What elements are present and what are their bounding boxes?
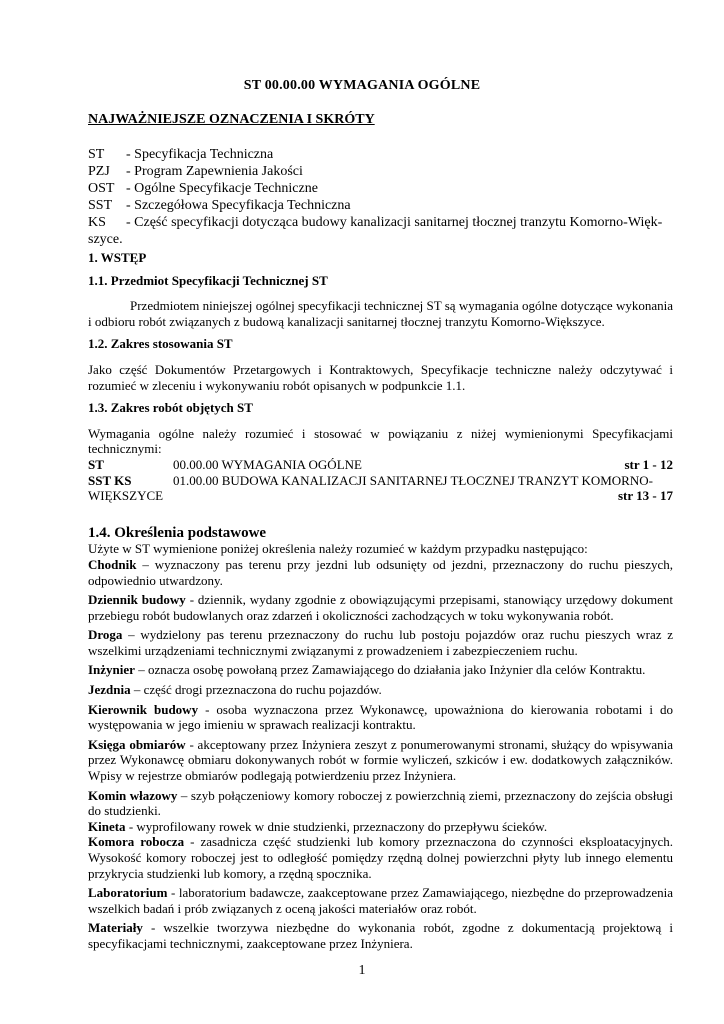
abbreviation-desc: - Szczegółowa Specyfikacja Techniczna: [126, 198, 351, 213]
definition-term: Laboratorium: [88, 885, 168, 901]
abbreviation-desc: - Ogólne Specyfikacje Techniczne: [126, 181, 318, 196]
definition-item: [88, 627, 673, 658]
definition-text: - laboratorium badawcze, zaakceptowane przez Zamawiającego, niezbędne do przeprowadzenia wszelkich badań i prób związanych z oceną jakości materiałów oraz robót.: [88, 885, 673, 916]
section-heading-1-3: 1.3. Zakres robót objętych ST: [88, 400, 253, 416]
spec-entry-continuation: [88, 488, 673, 504]
definition-text: - osoba wyznaczona przez Wykonawcę, upoważniona do kierowania robotami i do występowania w jego imieniu w sprawach realizacji kontraktu.: [88, 701, 673, 733]
definition-item: [88, 834, 673, 881]
definition-item: [88, 819, 673, 835]
spec-entry: [88, 473, 673, 489]
section-text-1-1: Przedmiotem niniejszej ogólnej specyfikacji technicznej ST są wymagania ogólne dotyczące wykonania i odbioru robót związanych z budową kanalizacji sanitarnej tłocznej tranzytu Komorno-Większyce.: [88, 298, 673, 329]
abbreviation-code: PZJ: [88, 164, 110, 179]
spec-code: ST: [88, 456, 104, 472]
definition-item: [88, 557, 673, 588]
page-number: 1: [358, 963, 366, 978]
definition-item: [88, 682, 673, 698]
definition-item: [88, 885, 673, 916]
definition-item: [88, 788, 673, 819]
spec-code: SST KS: [88, 472, 132, 488]
definition-term: Kierownik budowy: [88, 701, 199, 717]
definition-term: Inżynier: [88, 662, 135, 678]
definition-text: – szyb połączeniowy komory roboczej z powierzchnią ziemi, przeznaczony do zejścia obsługi do studzienki.: [88, 787, 673, 819]
definition-term: Kineta: [88, 818, 126, 834]
definition-term: Materiały: [88, 920, 143, 936]
definition-text: - wyprofilowany rowek w dnie studzienki, przeznaczony do przepływu ścieków.: [125, 818, 548, 834]
abbreviation-desc: - Program Zapewnienia Jakości: [126, 164, 303, 179]
document-body: [88, 250, 673, 952]
abbreviation-code: KS: [88, 215, 106, 230]
definition-text: - wszelkie tworzywa niezbędne do wykonania robót, zgodne z dokumentacją projektową i specyfikacjami technicznymi, zaakceptowane przez Inżyniera.: [88, 920, 673, 951]
abbreviation-code: ST: [88, 147, 105, 162]
abbreviations-heading: NAJWAŻNIEJSZE OZNACZENIA I SKRÓTY: [88, 112, 375, 127]
definition-item: [88, 702, 673, 733]
definition-text: – część drogi przeznaczona do ruchu pojazdów.: [130, 682, 382, 698]
section-heading-1-1: 1.1. Przedmiot Specyfikacji Technicznej ST: [88, 272, 328, 288]
spec-name: 01.00.00 BUDOWA KANALIZACJI SANITARNEJ TŁOCZNEJ TRANZYT KOMORNO-: [173, 472, 653, 488]
abbreviation-desc: - Specyfikacja Techniczna: [126, 147, 274, 162]
definition-term: Droga: [88, 627, 123, 643]
abbreviation-desc: - Część specyfikacji dotycząca budowy kanalizacji sanitarnej tłocznej tranzytu Komorno-Więk-: [126, 215, 663, 230]
definition-text: - akceptowany przez Inżyniera zeszyt z ponumerowanymi stronami, służący do wpisywania przez Wykonawcę obmiaru dokonywanych robót w formie wyliczeń, szkiców i ew. dodatkowych załączników. Wpisy w rejestrze obmiarów podlegają potwierdzeniu przez Inżyniera.: [88, 736, 674, 784]
definition-text: - zasadnicza część studzienki lub komory przeznaczona do czynności eksploatacyjnych. Wysokość komory roboczej jest to odległość pomiędzy rzędną dolnej powierzchni płyty lub innego elementu przykrycia studzienki lub komory, a rzędną spocznika.: [88, 834, 673, 881]
definition-term: Dziennik budowy: [88, 592, 186, 608]
definition-text: – wyznaczony pas terenu przy jezdni lub odsunięty od jezdni, przeznaczony do ruchu pieszych, odpowiednio utwardzony.: [88, 556, 673, 588]
definition-term: Chodnik: [88, 556, 137, 572]
abbreviation-item: [88, 146, 668, 163]
section-heading-intro: 1. WSTĘP: [88, 250, 147, 265]
spec-name-continuation: WIĘKSZYCE: [88, 488, 164, 504]
document-title: ST 00.00.00 WYMAGANIA OGÓLNE: [243, 78, 481, 93]
section-heading-1-4: 1.4. Określenia podstawowe: [88, 524, 267, 541]
spec-pages: str 13 - 17: [617, 488, 673, 504]
abbreviation-code: SST: [88, 198, 113, 213]
definition-term: Komora robocza: [88, 834, 185, 850]
definition-item: [88, 592, 673, 623]
abbreviation-item: [88, 163, 668, 180]
spec-pages: str 1 - 12: [624, 456, 673, 472]
spec-entry: [88, 457, 673, 473]
abbreviation-continuation: szyce.: [88, 232, 123, 247]
abbreviations-list: [88, 146, 668, 248]
definition-text: – oznacza osobę powołaną przez Zamawiającego do działania jako Inżynier dla celów Kontraktu.: [134, 662, 646, 678]
definition-item: [88, 662, 673, 678]
definition-term: Komin włazowy: [88, 787, 178, 803]
spec-name: 00.00.00 WYMAGANIA OGÓLNE: [173, 456, 362, 472]
definition-term: Jezdnia: [88, 682, 131, 698]
abbreviation-item: [88, 180, 668, 197]
section-text-1-4-intro: Użyte w ST wymienione poniżej określenia należy rozumieć w każdym przypadku następująco:: [88, 541, 588, 557]
abbreviation-code: OST: [88, 181, 115, 196]
definition-term: Księga obmiarów: [88, 736, 186, 752]
definition-text: – wydzielony pas terenu przeznaczony do ruchu lub postoju pojazdów oraz ruchu pieszych wraz z wszelkimi urządzeniami technicznymi związanymi z prowadzeniem i zabezpieczeniem ruchu.: [88, 627, 673, 658]
abbreviation-item: [88, 214, 668, 231]
section-text-1-2: Jako część Dokumentów Przetargowych i Kontraktowych, Specyfikacje techniczne należy odczytywać i rozumieć w zleceniu i wykonywaniu robót opisanych w podpunkcie 1.1.: [88, 361, 673, 393]
definition-item: [88, 920, 673, 951]
section-text-1-3: Wymagania ogólne należy rozumieć i stosować w powiązaniu z niżej wymienionymi Specyfikacjami technicznymi:: [88, 425, 673, 457]
abbreviation-item: [88, 197, 668, 214]
definition-text: - dziennik, wydany zgodnie z obowiązującymi przepisami, stanowiący urzędowy dokument przebiegu robót budowlanych oraz zdarzeń i okoliczności zachodzących w toku wykonywania robót.: [88, 592, 674, 623]
section-heading-1-2: 1.2. Zakres stosowania ST: [88, 336, 233, 352]
definition-item: [88, 737, 673, 784]
